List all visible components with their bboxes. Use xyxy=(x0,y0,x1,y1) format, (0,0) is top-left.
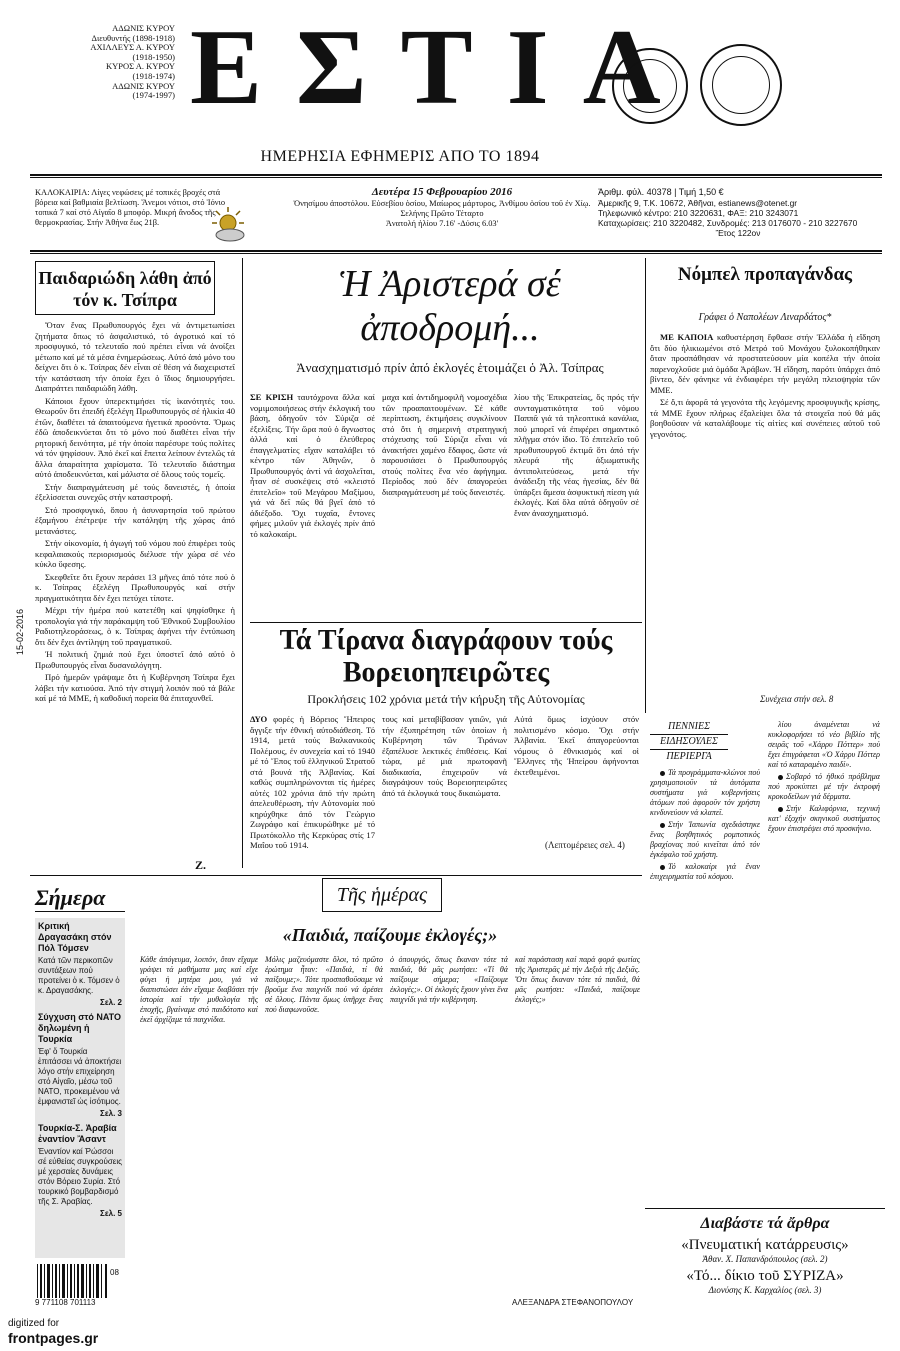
paragraph: Στό προσφυγικό, ὅπου ἡ ἀσυναρτησία τοῦ πρώτου ἐξαμήνου ἐπέτρεψε τήν κατάληψη τῆς χώρας ἀπό μετανάστες. xyxy=(35,504,235,536)
item-text: Τό καλοκαίρι γιά ἕναν ἐπιχειρηματία τοῦ κόσμου. xyxy=(650,862,760,881)
column-text: φορές ἡ Βόρειος Ἤπειρος ἄγγιξε τήν ἐθνική αὐτοδιάθεση. Τό 1914, μετά τούς Βαλκανικούς Πολέμους, ἐν συνεχεία καί τό 1940 μέ τό Ἔπος τοῦ ἑλληνικοῦ Στρατοῦ στά βουνά τῆς Ἀλβανίας. Καί καθώς συμπληρώνονται τίς ἡμέρες αὐτές 102 χρόνια ἀπό τήν πρώτη ἀπελευθέρωση, τήν Αὐτονομία πού κηρύχθηκε ἀπό τόν Γεώργιο Ζωγράφο καί ἐπικυρώθηκε μέ τό Πρωτόκολλο τῆς Κερκύρας στίς 17 Μαΐου τοῦ 1914. xyxy=(250,714,375,850)
tirana-kicker: Προκλήσεις 102 χρόνια μετά τήν κήρυξη τῆς Αὐτονομίας xyxy=(307,692,585,706)
tis-imeras-col-3: ὁ ὀπουργός, ὅπως ἔκαναν τότε τά παιδιά, θά μᾶς ρωτήσει: «Τί θά παίξουμε σήμερα; «Παίζουμε ἐκλογές;». Οἱ ἐκλογές ἔχουν γίνει ἕνα παιχνίδι γιά τήν κυβέρνηση. xyxy=(390,955,508,1004)
paragraph: Στήν διαπραγμάτευση μέ τούς δανειστές, ἡ ὁποία ἐξελίσσεται συνεχῶς στήν καταστροφή. xyxy=(35,481,235,502)
paragraph: Ὅταν ἕνας Πρωθυπουργός ἔχει νά ἀντιμετωπίσει ζητήματα ὅπως τό ἀσφαλιστικό, τό ἀγροτικό καί τό προσφυγικό, τό τελευταῖο πού πρέπει εἶναι νά ἀνοίξει μέτωπο καί μέ τά μέσα ἐνημερώσεως. Αὐτό ἀπό μόνο του δείχνει ὅτι ὁ κ. Τσίπρας δέν εἶναι σέ θέση νά διαχειριστεῖ τήν κατάσταση τήν ὁποία ἔχει ὁ ἴδιος δημιουργήσει. Διαπράττει παιδαριώδη λάθη. xyxy=(35,320,235,393)
paragraph: Κάποιοι ἔχουν ὑπερεκτιμήσει τίς ἱκανότητές του. Θεωροῦν ὅτι ἐπειδή ἐξελέγη Πρωθυπουργός σέ ἡλικία 40 ἐτῶν, διαθέτει τά ἀπαιτούμενα ἡγετικά προσόντα. Ὅμως ἐδῶ ἀποδεικνύεται ὅτι τό μόνο πού διαθέτει εἶναι τήν ρητορική δεινότητα, μέ τήν ὁποία παρέσυρε τούς πολίτες νά τόν ψηφίσουν. Ἀπό ἐκεῖ καί ἔπειτα λείπουν ἐντελῶς τά ἄλλα ἀπαραίτητα χαρίσματα. Τό τελευταῖο διάστημα αὐτό ἀποδεικνύεται, καί μάλιστα σέ ὅλους τούς τομεῖς. xyxy=(35,395,235,479)
bullet-icon xyxy=(660,865,665,870)
lead-in: ΣΕ ΚΡΙΣΗ xyxy=(250,392,294,402)
paragraph: Πρό ἡμερῶν γράψαμε ὅτι ἡ Κυβέρνηση Τσίπρα ἔχει λάβει τήν κατιούσα. Ἀπό τήν στιγμή λοιπόν πού τά βάλε καί μέ τά ΜΜΕ, ἡ καθοδική πορεία θά ἐπιταχυνθεῖ. xyxy=(35,672,235,703)
date-block xyxy=(292,186,592,229)
sun-cloud-icon xyxy=(208,205,248,245)
left-headline: Παιδαριώδη λάθη ἀπό τόν κ. Τσίπρα xyxy=(35,261,215,315)
tis-imeras-col-1: Κάθε ἀπόγευμα, λοιπόν, ὅταν εἴχαμε γράψει τά μαθήματα μας καί εἴχε φύγει ἡ μητέρα μου, γιά νά διαπιστώσει ἐάν εἴχαμε διαβάσει τήν ἱστορία καί τήν μυθολογία τῆς ἐποχῆς, βγαίναμε στό παιδότοπο καί ἐκεῖ ἀρχίζαμε τά παιχνίδια. xyxy=(140,955,258,1024)
paragraph: Ἡ πολιτική ζημιά πού ἔχει ὑποστεῖ ἀπό αὐτό ὁ Πρωθυπουργός εἶναι δυσαναλόγητη. xyxy=(35,649,235,670)
simera-item-title: Σύγχυση στό ΝΑΤΟ δηλωμένη ἡ Τουρκία xyxy=(38,1012,121,1044)
tis-imeras-headline: «Παιδιά, παίζουμε ἐκλογές;» xyxy=(282,925,498,945)
masthead-title: ΕΣΤΙΑ xyxy=(190,8,695,127)
article-link-author xyxy=(645,1254,885,1264)
moon-phase: Σελήνης Πρῶτο Τέταρτο xyxy=(400,209,484,218)
tis-imeras-signature: ΑΛΕΞΑΝΔΡΑ ΣΤΕΦΑΝΟΠΟΥΛΟΥ xyxy=(512,1298,634,1307)
bullet-icon xyxy=(778,775,783,780)
founder-years: (1918-1950) xyxy=(132,51,175,62)
paragraph: καθυστέρηση ἔφθασε στήν Ἑλλάδα ἡ εἴδηση ὅτι δύο ἠλικιωμένοι στό Μετρό τοῦ Μονάχου ξυλοκοπήθηκαν ὅταν προσπάθησαν νά προστατεύσουν μία κοπέλα τήν ὁποία παρενοχλοῦσε μιά ὁμάδα Ἀράβων. Ἡ εἴδηση, παρότι ὑπάρχει ἀπό βίντεο, δέν φάνηκε νά ἐνδιαφέρει τήν μεγάλη πλειοψηφία τῶν ΜΜΕ. xyxy=(650,332,880,395)
pennies-right-col xyxy=(768,720,880,1190)
founder-name: ΑΧΙΛΛΕΥΣ Α. ΚΥΡΟΥ xyxy=(90,42,175,53)
tirana-col-3: Αὐτά ὅμως ἰσχύουν στόν πολιτισμένο κόσμο. Ὅχι στήν Ἀλβανία. Ἐκεῖ ἀπαγορεύονται νόμους ὁ ἐθνικισμός καί οἱ Ἕλληνες τῆς Ἠπείρου ἀφήνονται ἐκτεθειμένοι. xyxy=(514,714,639,777)
bullet-icon xyxy=(660,771,665,776)
simera-item-page[interactable]: Σελ. 5 xyxy=(100,1209,122,1218)
paragraph: Στήν οἰκονομία, ἡ ἀγωγή τοῦ νόμου πού ἐπιφέρει τούς κεφαλαιακούς περιορισμούς διέλυσε τήν χώρα σέ νέο κύκλο ὕφεσης. xyxy=(35,538,235,569)
issue-date: Δευτέρα 15 Φεβρουαρίου 2016 xyxy=(371,186,513,198)
nobel-byline: Γράφει ὁ Ναπολέων Λιναρδάτος* xyxy=(698,312,832,323)
simera-item-text: Κατά τῶν περικοπῶν συντάξεων πού προτείνει ὁ κ. Τόμσεν ὁ κ. Δραγασάκης. xyxy=(38,956,120,995)
year: Ἔτος 122ον xyxy=(715,228,761,238)
founder-name: ΑΔΩΝΙΣ ΚΥΡΟΥ xyxy=(112,23,175,33)
article-link-title[interactable]: «Πνευματική κατάρρευσις» xyxy=(681,1237,849,1253)
title-line: ΠΕΝΝΙΕΣ xyxy=(650,720,728,735)
vertical-date: 15-02-2016 xyxy=(15,608,25,655)
lead-col-2: μαχα καί ἀντιδημοφιλῆ νομοσχέδια τῶν προαπαιτουμένων. Σέ κάθε περίπτωση, ἐκτιμήσεις συγκλίνουν στό ὅτι ἡ σημερινή στρατηγική στόχευσης τοῦ Σύριζα εἶναι νά ἀνακτήσει χαμένο ἔδαφος, ὥστε νά παρουσιάσει ὁ Πρωθυπουργός στούς πολίτες ἕνα νέο ἀφήγημα. Περίοδος πού δέν ἀπαγορεύει διαπραγμάτευση μέ τούς δανειστές. xyxy=(382,392,507,497)
bullet-icon xyxy=(660,823,665,828)
article-link-author xyxy=(645,1285,885,1295)
page: (σελ. 2) xyxy=(800,1254,828,1264)
left-article-body xyxy=(35,320,235,855)
phone: Τηλεφωνικό κέντρο: 210 3220631, ΦΑΞ: 210 3243071 xyxy=(598,208,799,218)
simera-box xyxy=(35,918,125,1258)
university-seal-icon xyxy=(700,44,782,126)
lead-kicker: Ἀνασχηματισμό πρίν ἀπό ἐκλογές ἑτοιμάζει ὁ Ἀλ. Τσίπρας xyxy=(296,360,604,375)
tis-imeras-col-4: καί παράσταση καί παρά φορά φωτίας τῆς Ἀριστερᾶς μέ τήν Δεξιά τῆς Δεξιᾶς. Ὅτι ὅπως ἔκαναν τότε τά παιδιά, θά μᾶς ρωτήσει: «Παιδιά, παίζουμε ἐκλογές;» xyxy=(515,955,640,1004)
sunrise-sunset: Ἀνατολή ἡλίου 7.16' -Δύσις 6.03' xyxy=(385,219,499,228)
saints-of-day: Ὀνησίμου ἀποστόλου. Εὐσεβίου ὁσίου, Μαίωρος μάρτυρος, Ἀνθίμου ὁσίου τοῦ ἐν Χίῳ. xyxy=(293,199,591,208)
tirana-col-2: τους καί μεταβίβασαν γαιῶν, γιά τήν ἐξυπηρέτηση τῶν ὁποίων ἡ Κυβέρνηση τῶν Τιράνων ἐξαπέλυσε λεκτικές ἐπιθέσεις. Καί τώρα, μέ μιά πρωτοφανῆ διαδικασία, ἐπιχειροῦν νά διαγράψουν τούς Βορειοηπειρῶτες ἀπό τά ἐκλογικά τους δικαιώματα. xyxy=(382,714,507,798)
paragraph: Μέχρι τήν ἡμέρα πού κατετέθη καί ψηφίσθηκε ἡ τροπολογία γιά τήν παράκαμψη τοῦ Ἐθνικοῦ Συμβουλίου Ραδιοτηλεοράσεως, ὁ κ. Τσίπρας ἀφήνει τήν ἐντύπωση ὅτι δέν ἔχει ἀντίληψη τοῦ πραγματικοῦ. xyxy=(35,605,235,647)
pennies-left-col xyxy=(650,768,760,1268)
address: Ἀμερικῆς 9, Τ.Κ. 10672, Ἀθῆναι, estianews@otenet.gr xyxy=(598,198,798,208)
author: Διονύσης Κ. Καρχαλίος xyxy=(708,1285,793,1295)
simera-item-page[interactable]: Σελ. 3 xyxy=(100,1109,122,1118)
item-text: Τά προγράμματα-κλώνοι πού χρησιμοποιοῦν τά ἀυτόματα συστήματα γιά κυβερνήσεις ἀτόμων πού ἀφοροῦν τόν χρήστη κινδυνεύουν νά κλαπεῖ. xyxy=(650,768,760,817)
item-text: Στήν Ἰαπωνία σχεδιάστηκε ἕνας βοηθητικός ρομποτικός βραχίονας πού κινεῖται ἀπό τόν ἐγκέφαλο τοῦ χρήστη. xyxy=(650,820,760,859)
nobel-body xyxy=(650,332,880,682)
lead-headline: Ἡ Ἀριστερά σέ ἀποδρομή... xyxy=(339,263,561,349)
issue-number: Ἀριθμ. φύλ. 40378 | Τιμή 1,50 € xyxy=(598,187,724,197)
item-text: Σοβαρό τό ἠθικό πρόβλημα πού προκύπτει μέ τήν ἐκτροφή κροκοδείλων γιά δέρματα. xyxy=(768,772,880,801)
barcode-issue: 08 xyxy=(110,1268,119,1277)
subscriptions: Καταχωρίσεις: 210 3220482, Συνδρομές: 213 0176070 - 210 3227670 xyxy=(598,218,858,228)
seal-icon xyxy=(612,48,688,124)
signature: Z. xyxy=(195,858,207,872)
paragraph: Σέ ὅ,τι ἀφορᾶ τά γεγονότα τῆς λεγόμενης προσφυγικῆς κρίσης, τά ΜΜΕ ἔχουν πλήρως ἐξαλείψει ὅλα τά στοιχεῖα πού θά μᾶς βοηθοῦσαν νά καταλάβουμε τίς αἰτίες καί συνέπειες αὐτοῦ τοῦ γεγονότος. xyxy=(650,397,880,439)
articles-box xyxy=(645,1208,885,1306)
pennies-title xyxy=(650,720,728,764)
lead-col-3: λίου τῆς Ἐπικρατείας, ὅς πρός τήν συνταγματικότητα τοῦ νόμου Παππᾶ γιά τά τηλεοπτικά κανάλια, πού μπορεῖ νά ἐπιφέρει σημαντικό πλῆγμα στόν ίδιο. Τό ἐπιτελεῖο τοῦ πρωθυπουργοῦ ἐκτιμᾶ ὅτι ἀπό τήν πλευρά τῆς ἀξιωματικῆς ἀντιπολιτεύσεως, μετά τήν ἀνάδειξη τῆς νέας ἡγεσίας, δέν θά ὑπάρξει ἄμεσα ἀσφυκτική πίεση γιά ἐκλογές. Καί ὅλα αὐτά ὁδηγοῦν σέ ἕναν ἀνασχηματισμό. xyxy=(514,392,639,518)
lead-in: ΔΥΟ xyxy=(250,714,268,724)
tirana-continued[interactable]: (Λεπτομέρειες σελ. 4) xyxy=(545,840,625,850)
weather-forecast: ΚΑΛΟΚΑΙΡΙΑ: Λίγες νεφώσεις μέ τοπικές βροχές στά βόρεια καί βαθμιαία βελτίωση. Ἄνεμοι νότιοι, στό Ἰόνιο τοπικά 7 καί στό Αἰγαῖο 8 μποφόρ. Μικρή ἄνοδος τῆς θερμοκρασίας. Στήν Ἀθήνα ἕως 21β. xyxy=(35,188,226,227)
simera-item-page[interactable]: Σελ. 2 xyxy=(100,998,122,1007)
simera-item-title: Τουρκία-Σ. Ἀραβία ἐναντίον Ἄσαντ xyxy=(38,1123,117,1144)
title-line: ΠΕΡΙΕΡΓΑ xyxy=(666,751,712,762)
barcode-number: 9 771108 701113 xyxy=(35,1298,96,1307)
page: (σελ. 3) xyxy=(794,1285,822,1295)
founders-list xyxy=(60,24,175,101)
continued-link[interactable]: Συνέχεια στήν σελ. 8 xyxy=(760,694,834,704)
tirana-headline: Τά Τίρανα διαγράφουν τούς Βορειοηπειρῶτες xyxy=(279,625,613,688)
simera-title: Σήμερα xyxy=(35,885,125,912)
column-text: ταυτόχρονα ἄλλα καί νομιμοποιήσεως στήν ἐκλογική του βάση, ὁδηγοῦν τόν Σύριζα σέ ἐξελίξεις. Τήν ὥρα πού ὁ ἄγνωστος ἀλλά καί ὁ ἐλεύθερος ἐπαγγελματίες εἴχαν καταλάβει τό κέντρο τῶν Ἀθηνῶν, ὁ Πρωθυπουργός ἀντί νά ἀσχολεῖται, ἦταν σέ συσκέψεις στό «κλειστό ἐπιτελεῖο» τοῦ Μεγάρου Μαξίμου, γιά νά δεῖ πῶς θά βγεῖ ἀπό τό ἀδιέξοδο. Ὅχι τυχαῖα, ἔντονες φήμες μιλοῦν γιά ἐκλογές πρίν ἀπό τό καλοκαίρι. xyxy=(250,392,375,539)
issue-info xyxy=(598,186,878,238)
item-text: Στήν Καλιφόρνια, τεχνική κατ' ἐξοχήν σκηνικοῦ συστήματος ἔχουν ἐπιστρέψει στό προσκήνιο. xyxy=(768,804,880,833)
simera-item-text: Ἐφ' ὅ Τουρκία ἐπιτάσσει νά ἀποκτήσει λόγο στήν επιχείρηση στό Αἰγαῖο, μέσω τοῦ ΝΑΤΟ, προκειμένου νά ἐμφανιστεῖ ὡς ἰσότιμος. xyxy=(38,1047,122,1106)
paragraph: Σκεφθεῖτε ὅτι ἔχουν περάσει 13 μῆνες ἀπό τότε πού ὁ κ. Τσίπρας ἐξελέγη Πρωθυπουργός καί στήν πραγματικότητα δέν ἔχει πετύχει τίποτε. xyxy=(35,571,235,603)
simera-item-text: Ἐναντίον καί Ῥώσσοι σέ εὐθείας συγκρούσεις μέ χερσαίες δυνάμεις στόν Βόρειο Συρία. Στό τουρκικό βομβαρδισμό τῆς Σ. Ἀραβίας. xyxy=(38,1147,122,1206)
tis-imeras-title: Τῆς ἡμέρας xyxy=(322,878,442,912)
founder-name: ΚΥΡΟΣ Α. ΚΥΡΟΥ xyxy=(106,61,175,72)
founder-years: (1918-1974) xyxy=(132,70,175,81)
lead-col-1 xyxy=(250,392,375,622)
tirana-col-1 xyxy=(250,714,375,852)
author: Ἀθαν. Χ. Παπανδρόπουλος xyxy=(702,1254,799,1264)
title-line: ΕΙΔΗΣΟΥΛΕΣ xyxy=(650,735,728,750)
founder-name: ΑΔΩΝΙΣ ΚΥΡΟΥ xyxy=(112,80,175,91)
tis-imeras-col-2: Μόλις μαζευόμαστε ὅλοι, τό πρῶτο ἐρώτημα ἦταν: «Παιδιά, τί θά παίξουμε;». Τότε προσπαθοῦσαμε νά βροῦμε ἕνα παιχνίδι πού νά ἀρέσει σέ ὅλους. Πάντα ὅμως ὑπῆρχε ἕνας πού διαφωνοῦσε. xyxy=(265,955,383,1014)
item-text: λίου ἀναμένεται νά κυκλοφορήσει τό νέο βιβλίο τῆς σειρᾶς τοῦ «Χάρρυ Πόττερ» πού ἔχει ἐπιγράφεται «Ὁ Χάρρυ Πόττερ καί τό καταραμένο παιδί». xyxy=(768,720,880,769)
article-link-title[interactable]: «Τό... δίκιο τοῦ ΣΥΡΙΖΑ» xyxy=(686,1268,844,1284)
lead-in: ΜΕ ΚΑΠΟΙΑ xyxy=(660,332,714,342)
founder-years: Διευθυντής (1898-1918) xyxy=(91,32,175,43)
masthead-subtitle: ΗΜΕΡΗΣΙΑ ΕΦΗΜΕΡΙΣ ΑΠΟ ΤΟ 1894 xyxy=(260,148,540,165)
articles-title: Διαβάστε τά ἄρθρα xyxy=(700,1215,830,1232)
founder-years: (1974-1997) xyxy=(132,90,175,101)
nobel-headline: Νόμπελ προπαγάνδας xyxy=(677,264,853,285)
simera-item-title: Κριτική Δραγασάκη στόν Πόλ Τόμσεν xyxy=(38,921,112,953)
bullet-icon xyxy=(778,807,783,812)
footer-site-link[interactable]: frontpages.gr xyxy=(8,1330,99,1346)
footer-label: digitized for xyxy=(8,1318,60,1329)
